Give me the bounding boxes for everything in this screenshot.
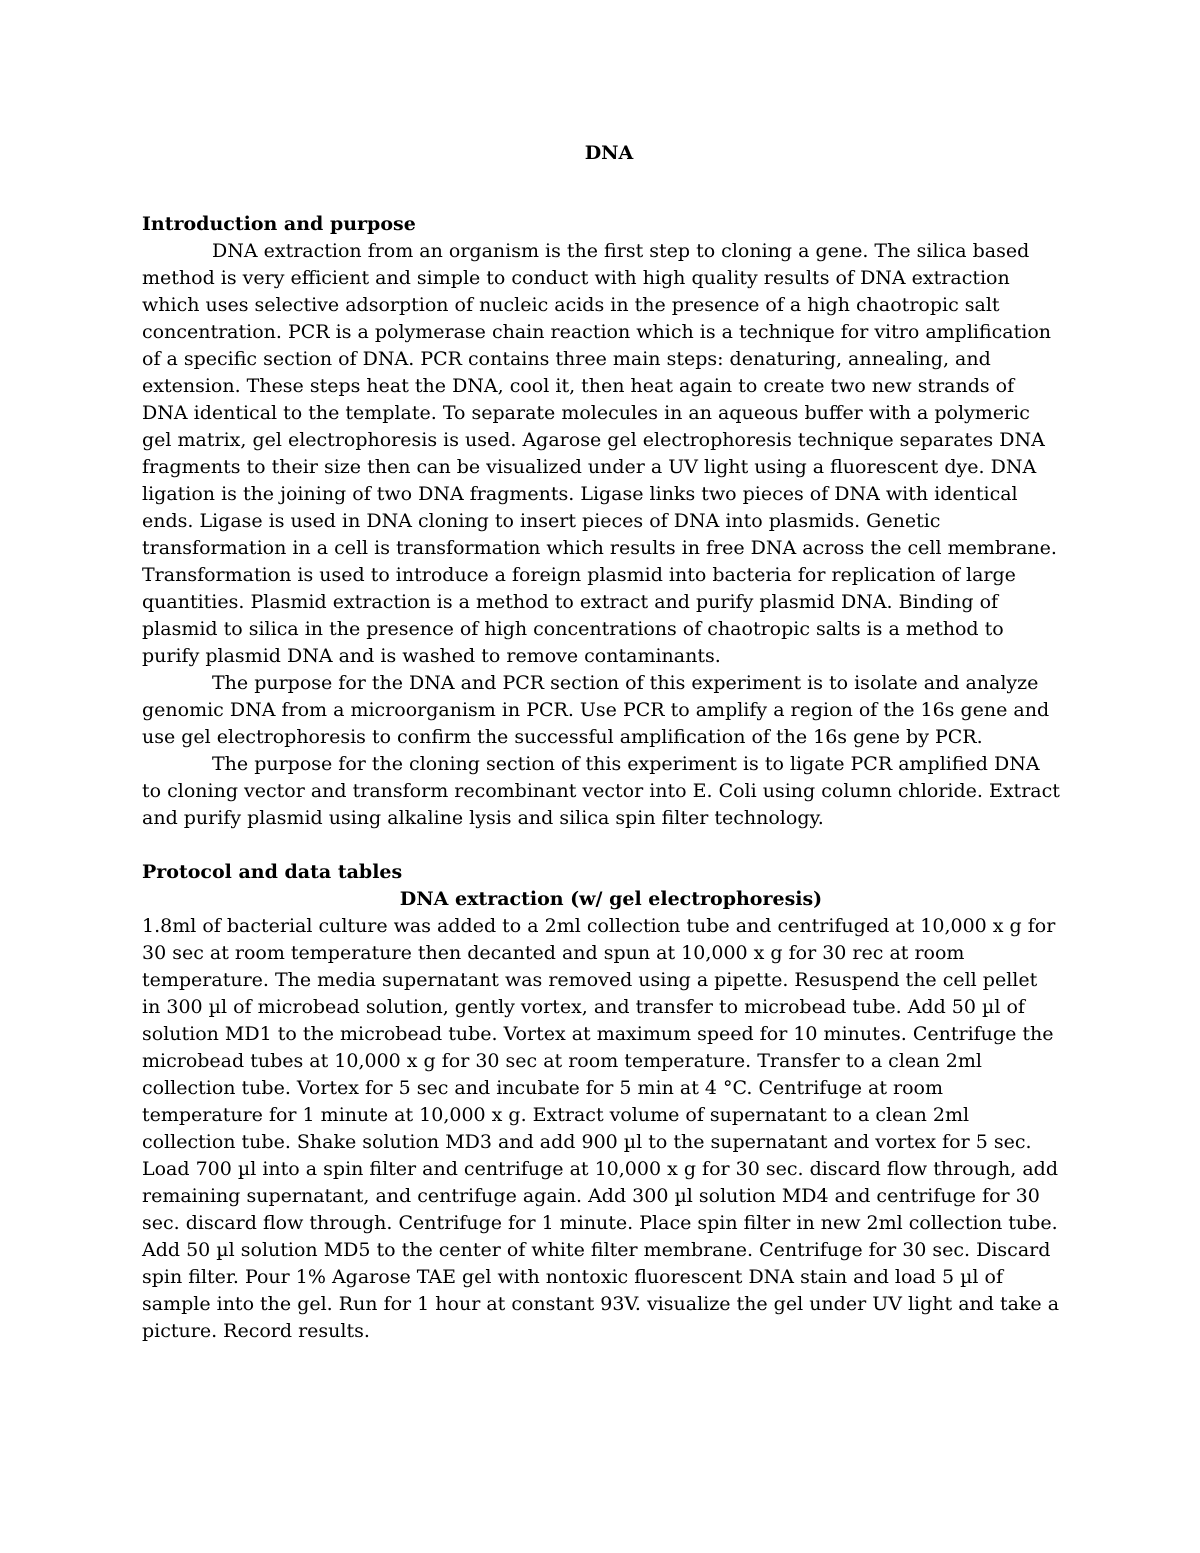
dna-extraction-subheading: DNA extraction (w/ gel electrophoresis) [399, 888, 823, 910]
section-spacer [142, 832, 1060, 859]
document-title: DNA [584, 142, 634, 164]
intro-section [142, 211, 1060, 832]
intro-paragraph-1: DNA extraction from an organism is the first step to cloning a gene. The silica based method is very efficient and simple to conduct with high quality results of DNA extraction which uses selective adsorption of nucleic acids in the presence of a high chaotropic salt concentration. PCR is a polymerase chain reaction which is a technique for vitro amplification of a specific section of DNA. PCR contains three main steps: denaturing, annealing, and extension. These steps heat the DNA, cool it, then heat again to create two new strands of DNA identical to the template. To separate molecules in an aqueous buffer with a polymeric gel matrix, gel electrophoresis is used. Agarose gel electrophoresis technique separates DNA fragments to their size then can be visualized under a UV light using a fluorescent dye. DNA ligation is the joining of two DNA fragments. Ligase links two pieces of DNA with identical ends. Ligase is used in DNA cloning to insert pieces of DNA into plasmids. Genetic transformation in a cell is transformation which results in free DNA across the cell membrane. Transformation is used to introduce a foreign plasmid into bacteria for replication of large quantities. Plasmid extraction is a method to extract and purify plasmid DNA. Binding of plasmid to silica in the presence of high concentrations of chaotropic salts is a method to purify plasmid DNA and is washed to remove contaminants. [142, 240, 1057, 667]
intro-heading: Introduction and purpose [142, 213, 416, 235]
protocol-section [142, 859, 1060, 1345]
intro-paragraph-3: The purpose for the cloning section of this experiment is to ligate PCR amplified DNA to cloning vector and transform recombinant vector into E. Coli using column chloride. Extract and purify plasmid using alkaline lysis and silica spin filter technology. [142, 753, 1060, 829]
protocol-heading: Protocol and data tables [142, 861, 403, 883]
document-page [142, 140, 1060, 1345]
protocol-paragraph: 1.8ml of bacterial culture was added to a 2ml collection tube and centrifuged at 10,000 x g for 30 sec at room temperature then decanted and spun at 10,000 x g for 30 rec at room temperature. The media supernatant was removed using a pipette. Resuspend the cell pellet in 300 µl of microbead solution, gently vortex, and transfer to microbead tube. Add 50 µl of solution MD1 to the microbead tube. Vortex at maximum speed for 10 minutes. Centrifuge the microbead tubes at 10,000 x g for 30 sec at room temperature. Transfer to a clean 2ml collection tube. Vortex for 5 sec and incubate for 5 min at 4 °C. Centrifuge at room temperature for 1 minute at 10,000 x g. Extract volume of supernatant to a clean 2ml collection tube. Shake solution MD3 and add 900 µl to the supernatant and vortex for 5 sec. Load 700 µl into a spin filter and centrifuge at 10,000 x g for 30 sec. discard flow through, add remaining supernatant, and centrifuge again. Add 300 µl solution MD4 and centrifuge for 30 sec. discard flow through. Centrifuge for 1 minute. Place spin filter in new 2ml collection tube. Add 50 µl solution MD5 to the center of white filter membrane. Centrifuge for 30 sec. Discard spin filter. Pour 1% Agarose TAE gel with nontoxic fluorescent DNA stain and load 5 µl of sample into the gel. Run for 1 hour at constant 93V. visualize the gel under UV light and take a picture. Record results. [142, 915, 1060, 1342]
intro-paragraph-2: The purpose for the DNA and PCR section of this experiment is to isolate and analyze genomic DNA from a microorganism in PCR. Use PCR to amplify a region of the 16s gene and use gel electrophoresis to confirm the successful amplification of the 16s gene by PCR. [142, 672, 1050, 748]
